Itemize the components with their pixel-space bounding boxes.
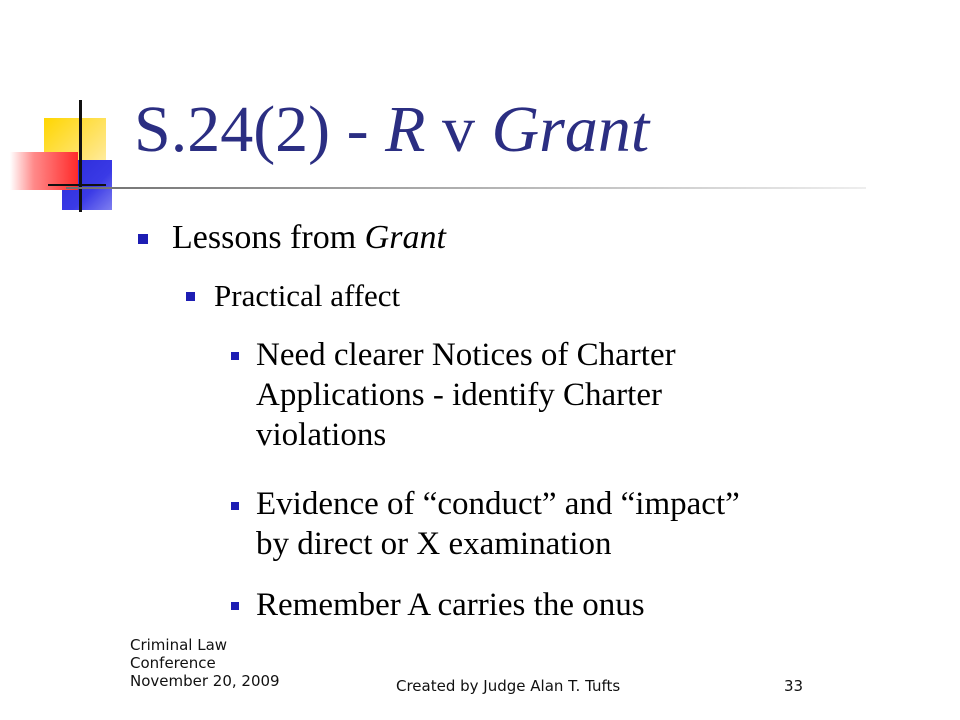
bullet-line: Need clearer Notices of Charter [256, 337, 676, 373]
bullet-line: by direct or X examination [256, 526, 612, 562]
bullet-square-icon [186, 292, 195, 301]
bullet-square-icon [138, 234, 148, 244]
title-underline [66, 187, 866, 189]
bullet-text: Lessons from [172, 219, 365, 256]
bullet-clearer-notices [256, 335, 676, 455]
footer-line: Criminal Law [130, 636, 228, 654]
bullet-square-icon [231, 352, 239, 360]
slide-title [134, 94, 649, 167]
bullet-square-icon [231, 502, 239, 510]
title-v: v [425, 93, 492, 166]
bullet-lessons-from-grant [172, 216, 446, 260]
title-section: S.24(2) - [134, 93, 386, 166]
footer-event [130, 636, 280, 690]
bullet-square-icon [231, 602, 239, 610]
title-r: R [385, 93, 426, 166]
title-grant: Grant [491, 93, 650, 166]
bullet-line: Evidence of “conduct” and “impact” [256, 486, 740, 522]
footer-author: Created by Judge Alan T. Tufts [396, 677, 621, 695]
bullet-practical-affect: Practical affect [214, 278, 401, 313]
footer-line: Conference [130, 654, 216, 672]
bullet-line: Applications - identify Charter [256, 377, 662, 413]
bullet-italic-grant: Grant [364, 219, 446, 256]
footer-line: November 20, 2009 [130, 672, 280, 690]
bullet-line: violations [256, 417, 387, 453]
logo-horizontal-line [48, 184, 106, 186]
bullet-onus: Remember A carries the onus [256, 587, 645, 623]
bullet-evidence-conduct-impact [256, 484, 740, 564]
page-number: 33 [784, 677, 804, 695]
logo-vertical-line [79, 100, 82, 212]
